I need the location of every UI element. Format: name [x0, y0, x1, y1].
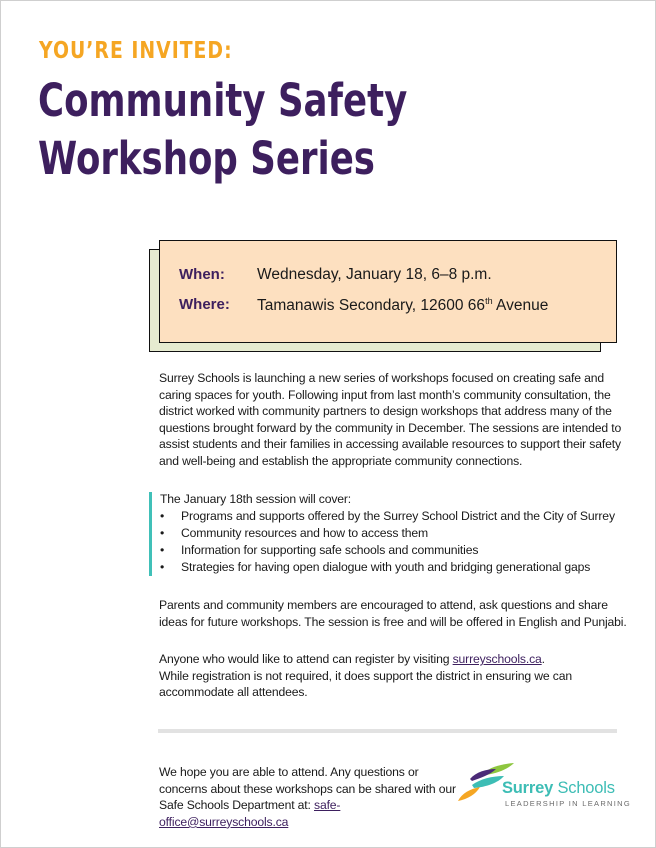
email-link[interactable]: safe-office@surreyschools.ca: [159, 798, 341, 829]
logo-word-schools: Schools: [553, 779, 615, 797]
page-title: [38, 72, 407, 188]
title-line-1: Community Safety: [38, 74, 408, 127]
divider: [158, 729, 617, 733]
list-item: • Information for supporting safe schools and communities: [160, 542, 619, 559]
list-item: • Community resources and how to access them: [160, 525, 619, 542]
where-value-avenue: Avenue: [492, 297, 549, 314]
session-callout: [149, 492, 619, 576]
logo-word-surrey: Surrey: [502, 779, 554, 797]
logo-wordmark: [502, 779, 615, 798]
register-paragraph: [159, 651, 629, 701]
surrey-schools-logo: [458, 763, 631, 809]
list-item: • Strategies for having open dialogue with youth and bridging generational gaps: [160, 559, 619, 576]
footer-contact: [159, 764, 469, 830]
invitation-kicker: YOU’RE INVITED:: [39, 38, 233, 64]
where-value-ordinal: th: [485, 296, 493, 306]
where-label: Where:: [179, 296, 230, 313]
attend-paragraph: Parents and community members are encouraged to attend, ask questions and share ideas for future workshops. The session is free and will be offered in English and Punjabi.: [159, 598, 627, 629]
logo-tagline: LEADERSHIP IN LEARNING: [505, 799, 631, 808]
event-details-box: [159, 240, 617, 343]
where-value: [257, 296, 548, 315]
session-topics-list: [160, 508, 619, 576]
where-value-address: Tamanawis Secondary, 12600 66: [257, 297, 486, 314]
when-label: When:: [179, 266, 225, 283]
footer-text: We hope you are able to attend. Any questions or concerns about these workshops can be shared with our Safe Schools Department at:: [159, 765, 456, 813]
register-link[interactable]: surreyschools.ca: [452, 652, 542, 666]
list-item: • Programs and supports offered by the Surrey School District and the City of Surrey: [160, 508, 619, 525]
register-text: Anyone who would like to attend can register by visiting: [159, 652, 453, 666]
title-line-2: Workshop Series: [38, 132, 375, 185]
session-heading: The January 18th session will cover:: [160, 492, 352, 506]
register-note: While registration is not required, it does support the district in ensuring we can accommodate all attendees.: [159, 668, 572, 700]
intro-paragraph: Surrey Schools is launching a new series of workshops focused on creating safe and caring spaces for youth. Following input from last month’s community consultation, the district worked with community partners to design workshops that address many of the questions brought forward by the community in December. The sessions are intended to assist students and their families in accessing available resources to support their safety and well-being and establish the appropriate community connections.: [159, 371, 622, 468]
register-period: .: [541, 652, 545, 666]
when-value: Wednesday, January 18, 6–8 p.m.: [257, 266, 492, 283]
